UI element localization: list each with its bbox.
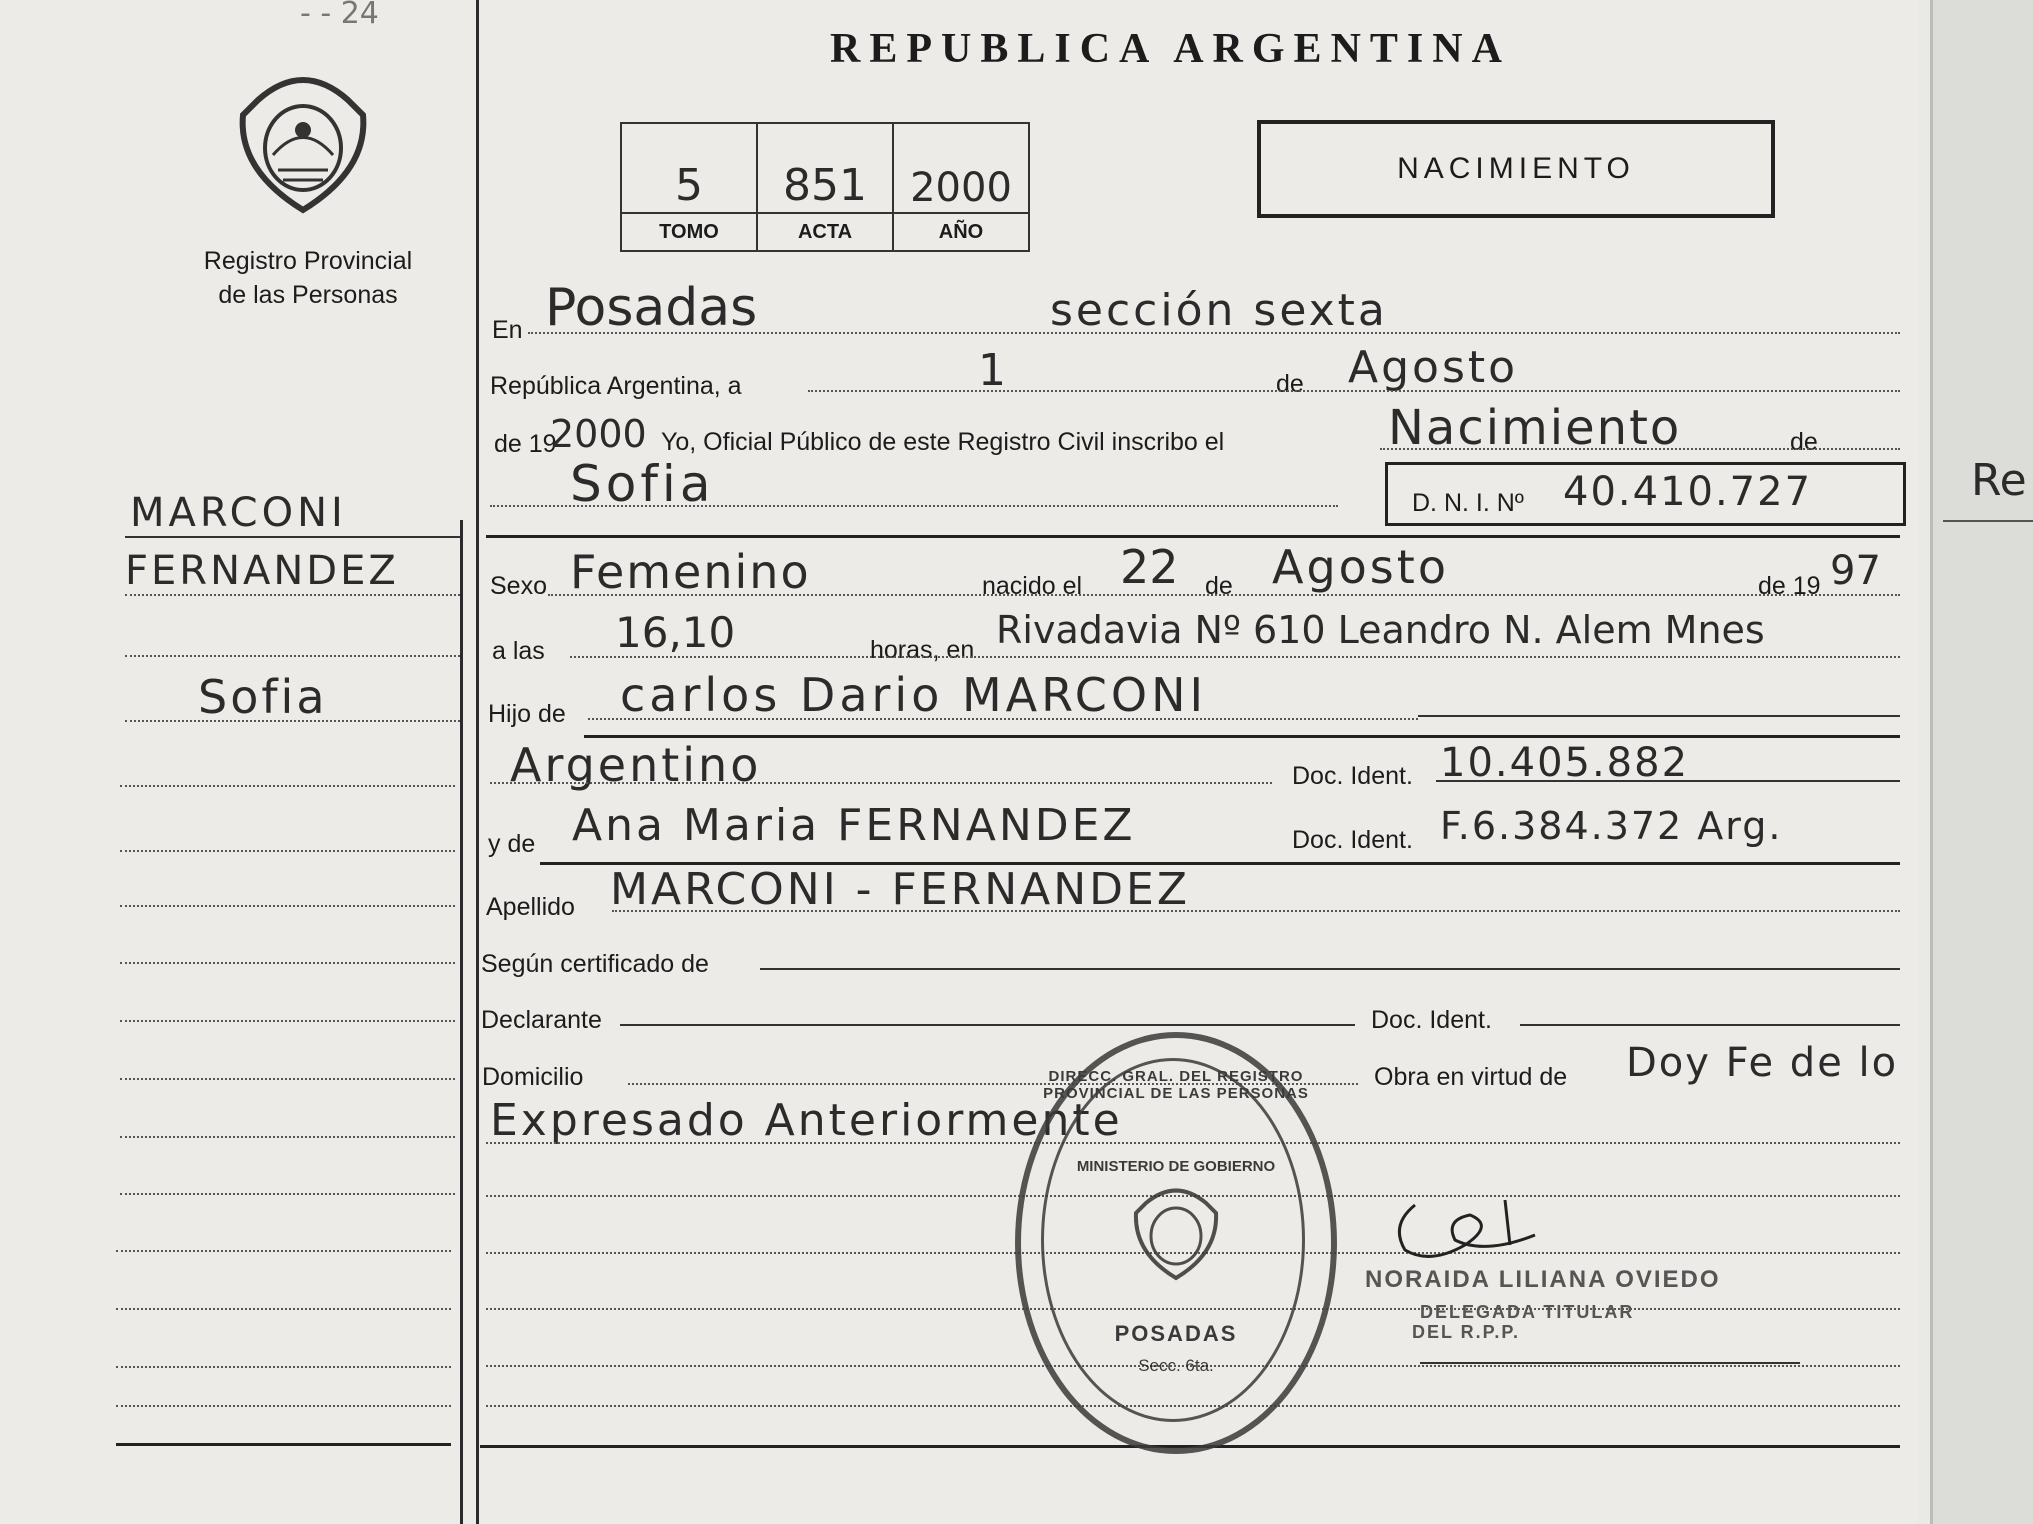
mother-name-value: Ana Maria FERNANDEZ bbox=[572, 800, 1136, 851]
margin-given-name: Sofia bbox=[198, 670, 328, 724]
signatory-name: NORAIDA LILIANA OVIEDO bbox=[1365, 1266, 1721, 1293]
record-type-box: NACIMIENTO bbox=[1257, 120, 1775, 218]
declarante-doc-label: Doc. Ident. bbox=[1371, 1006, 1492, 1034]
birth-day-value: 22 bbox=[1120, 540, 1179, 594]
father-doc-label: Doc. Ident. bbox=[1292, 762, 1413, 790]
birth-de-label: de bbox=[1205, 572, 1233, 600]
provincial-coat-of-arms-icon bbox=[228, 60, 378, 220]
republica-label: República Argentina, a bbox=[490, 372, 742, 400]
day-value: 1 bbox=[978, 345, 1006, 396]
en-label: En bbox=[492, 316, 523, 344]
dni-value: 40.410.727 bbox=[1563, 469, 1813, 515]
mother-doc-label: Doc. Ident. bbox=[1292, 826, 1413, 854]
father-doc-value: 10.405.882 bbox=[1440, 740, 1690, 786]
hijo-label: Hijo de bbox=[488, 700, 566, 728]
acta-box bbox=[620, 122, 1030, 252]
birth-month-value: Agosto bbox=[1272, 540, 1449, 594]
stamp-city: POSADAS bbox=[1114, 1321, 1238, 1346]
tomo-value: 5 bbox=[621, 123, 757, 213]
month-value: Agosto bbox=[1348, 342, 1519, 393]
segun-label: Según certificado de bbox=[481, 950, 709, 978]
hour-value: 16,10 bbox=[615, 608, 736, 657]
margin-surname-1: MARCONI bbox=[130, 490, 347, 536]
margin-divider bbox=[460, 520, 463, 1524]
dni-box bbox=[1385, 462, 1906, 526]
adjacent-page-strip bbox=[1930, 0, 2033, 1524]
section-value: sección sexta bbox=[1050, 285, 1388, 336]
obra-value: Doy Fe de lo bbox=[1626, 1040, 1899, 1086]
stamp-section: Secc. 6ta. bbox=[1138, 1356, 1214, 1375]
a-las-label: a las bbox=[492, 637, 545, 665]
official-stamp bbox=[1015, 1032, 1337, 1454]
column-divider bbox=[476, 0, 479, 1524]
stamp-coat-of-arms-icon bbox=[1126, 1178, 1226, 1288]
corner-mark: - - 24 bbox=[300, 0, 379, 31]
ano-label: AÑO bbox=[893, 213, 1029, 251]
expresado-value: Expresado Anteriormente bbox=[490, 1095, 1123, 1146]
sexo-label: Sexo bbox=[490, 572, 547, 600]
apellido-label: Apellido bbox=[486, 893, 575, 921]
birthplace-value: Rivadavia Nº 610 Leandro N. Alem Mnes bbox=[996, 608, 1765, 652]
ano-value: 2000 bbox=[893, 123, 1029, 213]
inscribe-de-label: de bbox=[1790, 428, 1818, 456]
year-prefix: de 19 bbox=[494, 430, 557, 458]
birth-year-value: 97 bbox=[1830, 548, 1881, 594]
obra-label: Obra en virtud de bbox=[1374, 1063, 1568, 1091]
sexo-value: Femenino bbox=[570, 545, 811, 599]
apellido-value: MARCONI - FERNANDEZ bbox=[610, 864, 1190, 915]
page-title: REPUBLICA ARGENTINA bbox=[830, 26, 1511, 72]
signatory-role: DELEGADA TITULAR bbox=[1420, 1302, 1635, 1322]
y-de-label: y de bbox=[488, 830, 536, 858]
stamp-inner-text: MINISTERIO DE GOBIERNO bbox=[1076, 1158, 1276, 1175]
registry-name: Registro Provincial de las Personas bbox=[203, 247, 413, 309]
margin-surname-2: FERNANDEZ bbox=[125, 548, 399, 594]
dni-label: D. N. I. Nº bbox=[1412, 489, 1524, 517]
father-nationality-value: Argentino bbox=[510, 738, 762, 792]
domicilio-label: Domicilio bbox=[482, 1063, 584, 1091]
acta-value: 851 bbox=[757, 123, 893, 213]
stamp-ring-text: DIRECC. GRAL. DEL REGISTRO PROVINCIAL DE LAS PERSONAS bbox=[1043, 1068, 1309, 1102]
father-name-value: carlos Dario MARCONI bbox=[620, 668, 1208, 722]
signatory-org: DEL R.P.P. bbox=[1412, 1322, 1521, 1342]
inscribe-text: Yo, Oficial Público de este Registro Civil inscribo el bbox=[661, 428, 1225, 456]
city-value: Posadas bbox=[545, 278, 758, 338]
handwritten-signature bbox=[1385, 1195, 1565, 1275]
declarante-label: Declarante bbox=[481, 1006, 602, 1034]
acta-label: ACTA bbox=[757, 213, 893, 251]
next-page-fragment: Re bbox=[1971, 455, 2027, 506]
year-value: 2000 bbox=[550, 412, 647, 456]
month-de-label: de bbox=[1276, 370, 1304, 398]
tomo-label: TOMO bbox=[621, 213, 757, 251]
horas-label: horas, en bbox=[870, 636, 975, 664]
child-name-value: Sofia bbox=[570, 455, 715, 513]
inscribe-value: Nacimiento bbox=[1388, 400, 1682, 456]
birth-year-label: de 19 bbox=[1758, 572, 1821, 600]
mother-doc-value: F.6.384.372 Arg. bbox=[1440, 804, 1783, 848]
nacido-label: nacido el bbox=[982, 572, 1083, 600]
